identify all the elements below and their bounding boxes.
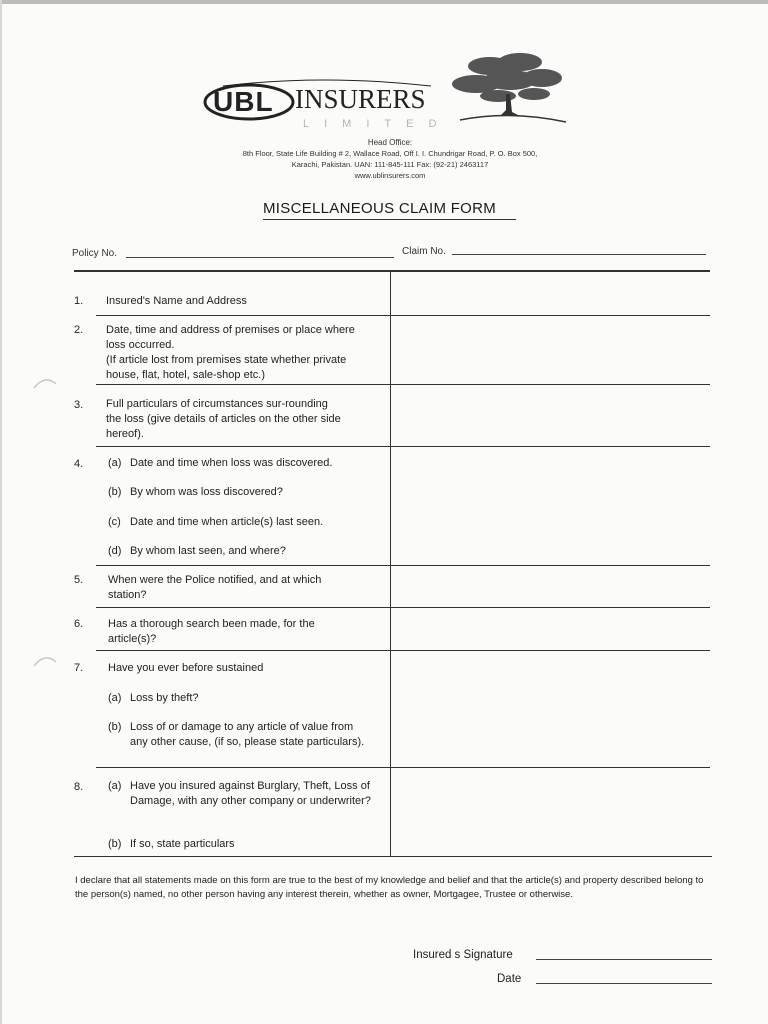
question-number: 7.	[74, 662, 84, 674]
logo-ubl-text: UBL	[213, 86, 274, 117]
question-number: 4.	[74, 458, 84, 470]
sub-question-text: By whom was loss discovered?	[130, 486, 283, 498]
row-divider	[96, 315, 710, 316]
sub-label: (d)	[108, 545, 122, 557]
question-text: Has a thorough search been made, for the article(s)?	[108, 618, 315, 645]
policy-no-field[interactable]	[126, 257, 394, 258]
question-note: (If article lost from premises state whether private house, flat, hotel, sale-shop etc.)	[106, 354, 347, 381]
sub-label: (b)	[108, 721, 122, 733]
signature-label: Insured s Signature	[413, 949, 513, 961]
question-number: 3.	[74, 399, 84, 411]
sub-label: (a)	[108, 692, 122, 704]
sub-question-text: Date and time when article(s) last seen.	[130, 516, 324, 528]
sub-label: (b)	[108, 838, 122, 850]
table-top-border	[74, 270, 710, 272]
sub-question-text: Date and time when loss was discovered.	[130, 457, 333, 469]
logo-limited-text: LIMITED	[303, 118, 452, 130]
sub-question-text: Loss by theft?	[130, 692, 199, 704]
head-office-address	[160, 137, 620, 181]
question-text: Insured's Name and Address	[106, 295, 247, 307]
table-bottom-border	[74, 856, 712, 857]
row-divider	[96, 650, 710, 651]
answer-cell-6[interactable]	[392, 609, 710, 649]
row-divider	[96, 565, 710, 566]
answer-cell-2[interactable]	[392, 317, 710, 383]
sub-question-text: Loss of or damage to any article of value from any other cause, (if so, please state particulars).	[130, 721, 365, 748]
scan-left-edge	[0, 0, 2, 1024]
website-text: www.ublinsurers.com	[354, 171, 426, 180]
question-number: 8.	[74, 781, 84, 793]
date-field[interactable]	[536, 983, 712, 984]
claim-no-field[interactable]	[452, 254, 706, 255]
answer-cell-8[interactable]	[392, 769, 710, 855]
logo-insurers-text: INSURERS	[295, 84, 426, 114]
answer-cell-7[interactable]	[392, 652, 710, 766]
sub-question-text: Have you insured against Burglary, Theft, Loss of Damage, with any other company or underwriter?	[130, 780, 371, 807]
title-underline	[263, 219, 516, 220]
question-number: 6.	[74, 618, 84, 630]
sub-label: (a)	[108, 780, 122, 792]
address-line-1: 8th Floor, State Life Building # 2, Wallace Road, Off I. I. Chundrigar Road, P. O. Box 500,	[242, 149, 538, 158]
question-number: 5.	[74, 574, 84, 586]
head-office-title: Head Office:	[367, 138, 413, 147]
date-label: Date	[497, 973, 522, 985]
declaration-text: I declare that all statements made on this form are true to the best of my knowledge and belief and that the article(s) and property described belong to the person(s) named, no other person having any interest therein, whether as owner, Mortgagee, Trustee or otherwise.	[75, 875, 704, 900]
row-divider	[96, 607, 710, 608]
sub-question-text: If so, state particulars	[130, 838, 235, 850]
sub-label: (c)	[108, 516, 121, 528]
question-text: Have you ever before sustained	[108, 662, 264, 674]
scan-top-edge	[0, 0, 768, 4]
sub-label: (b)	[108, 486, 122, 498]
answer-cell-1[interactable]	[392, 273, 710, 314]
question-text: Full particulars of circumstances sur-rounding the loss (give details of articles on the other side hereof).	[106, 398, 341, 440]
sub-label: (a)	[108, 457, 122, 469]
punch-hole-mark-icon	[30, 650, 60, 670]
question-number: 2.	[74, 324, 84, 336]
claim-no-label: Claim No.	[402, 246, 446, 257]
row-divider	[96, 384, 710, 385]
question-text: When were the Police notified, and at which station?	[108, 574, 322, 601]
signature-field[interactable]	[536, 959, 712, 960]
form-title: MISCELLANEOUS CLAIM FORM	[263, 200, 497, 217]
address-line-2: Karachi, Pakistan. UAN: 111-845-111 Fax: (92-21) 2463117	[291, 160, 489, 169]
table-column-divider	[390, 271, 391, 856]
sub-question-text: By whom last seen, and where?	[130, 545, 286, 557]
policy-no-label: Policy No.	[72, 248, 118, 259]
row-divider	[96, 446, 710, 447]
answer-cell-4[interactable]	[392, 448, 710, 564]
tree-logo-icon	[450, 50, 570, 128]
answer-cell-5[interactable]	[392, 567, 710, 606]
punch-hole-mark-icon	[30, 372, 60, 392]
question-text: Date, time and address of premises or place where loss occurred.	[106, 324, 355, 351]
question-number: 1.	[74, 295, 84, 307]
company-logo	[203, 78, 452, 138]
answer-cell-3[interactable]	[392, 386, 710, 445]
row-divider	[96, 767, 710, 768]
